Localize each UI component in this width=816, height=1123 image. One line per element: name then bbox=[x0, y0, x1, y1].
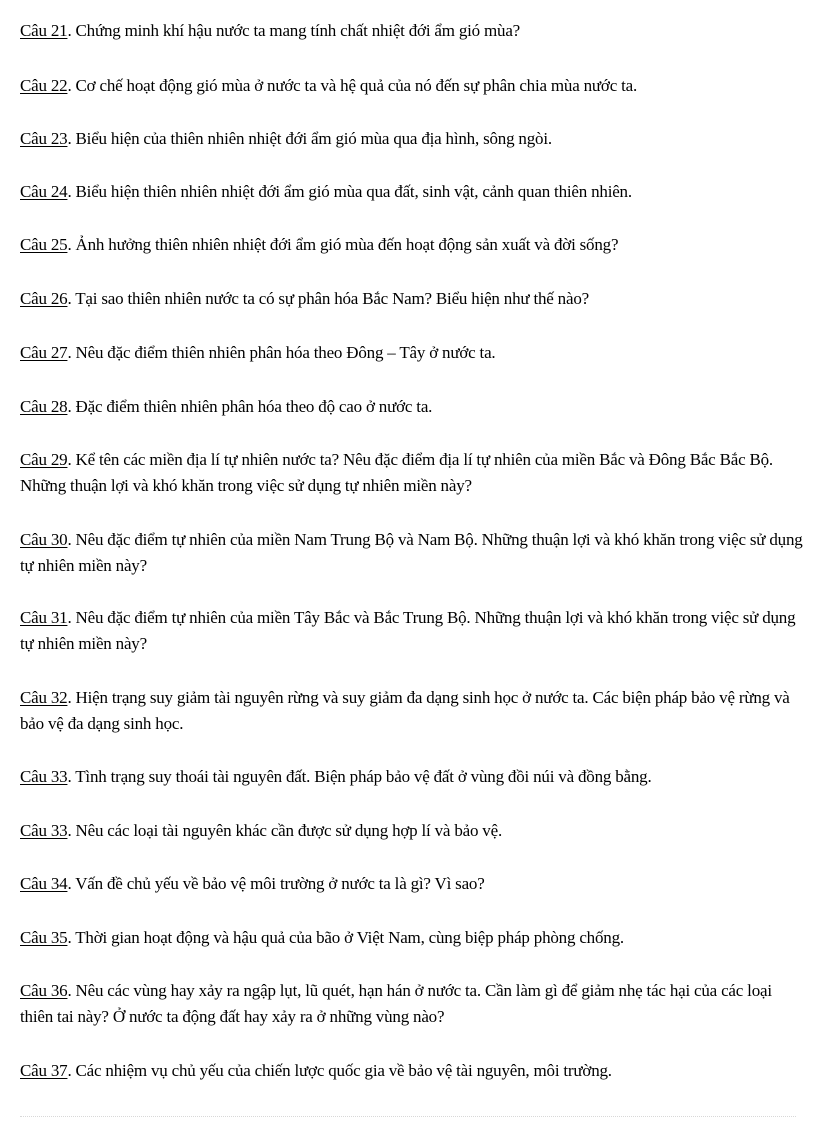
question-text: . Đặc điểm thiên nhiên phân hóa theo độ cao ở nước ta. bbox=[67, 397, 433, 416]
question-number: Câu 32 bbox=[20, 688, 68, 707]
question-33a bbox=[20, 764, 804, 790]
question-number: Câu 37 bbox=[20, 1061, 68, 1080]
question-24 bbox=[20, 179, 804, 205]
question-26 bbox=[20, 286, 804, 312]
question-text: . Biểu hiện của thiên nhiên nhiệt đới ẩm gió mùa qua địa hình, sông ngòi. bbox=[67, 129, 552, 148]
question-text: . Biểu hiện thiên nhiên nhiệt đới ẩm gió mùa qua đất, sinh vật, cảnh quan thiên nhiên. bbox=[67, 182, 632, 201]
question-30 bbox=[20, 527, 804, 579]
question-number: Câu 26 bbox=[20, 289, 68, 308]
question-text: . Cơ chế hoạt động gió mùa ở nước ta và hệ quả của nó đến sự phân chia mùa nước ta. bbox=[67, 76, 638, 95]
question-number: Câu 33 bbox=[20, 767, 68, 786]
question-number: Câu 34 bbox=[20, 874, 68, 893]
question-22 bbox=[20, 73, 804, 99]
question-number: Câu 33 bbox=[20, 821, 68, 840]
question-number: Câu 22 bbox=[20, 76, 68, 95]
question-34 bbox=[20, 871, 804, 897]
question-text: . Thời gian hoạt động và hậu quả của bão ở Việt Nam, cùng biệp pháp phòng chống. bbox=[67, 928, 624, 947]
question-number: Câu 23 bbox=[20, 129, 68, 148]
question-text: . Nêu đặc điểm tự nhiên của miền Tây Bắc và Bắc Trung Bộ. Những thuận lợi và khó khăn trong việc sử dụng tự nhiên miền này? bbox=[20, 608, 796, 653]
question-number: Câu 35 bbox=[20, 928, 68, 947]
question-number: Câu 28 bbox=[20, 397, 68, 416]
question-text: . Chứng minh khí hậu nước ta mang tính chất nhiệt đới ẩm gió mùa? bbox=[67, 21, 521, 40]
question-text: . Các nhiệm vụ chủ yếu của chiến lược quốc gia về bảo vệ tài nguyên, môi trường. bbox=[67, 1061, 612, 1080]
question-33b bbox=[20, 818, 804, 844]
page-bottom-rule bbox=[20, 1116, 796, 1117]
question-36 bbox=[20, 978, 804, 1030]
question-27 bbox=[20, 340, 804, 366]
question-text: . Tình trạng suy thoái tài nguyên đất. Biện pháp bảo vệ đất ở vùng đồi núi và đồng bằng. bbox=[67, 767, 652, 786]
question-28 bbox=[20, 394, 804, 420]
question-text: . Nêu các vùng hay xảy ra ngập lụt, lũ quét, hạn hán ở nước ta. Cần làm gì để giảm nhẹ tác hại của các loại thiên tai này? Ở nước ta động đất hay xảy ra ở những vùng nào? bbox=[20, 981, 772, 1026]
question-number: Câu 27 bbox=[20, 343, 68, 362]
question-text: . Ảnh hưởng thiên nhiên nhiệt đới ẩm gió mùa đến hoạt động sản xuất và đời sống? bbox=[67, 235, 619, 254]
question-number: Câu 31 bbox=[20, 608, 68, 627]
question-23 bbox=[20, 126, 804, 152]
question-31 bbox=[20, 605, 804, 657]
question-number: Câu 29 bbox=[20, 450, 68, 469]
question-text: . Hiện trạng suy giảm tài nguyên rừng và suy giảm đa dạng sinh học ở nước ta. Các biện pháp bảo vệ rừng và bảo vệ đa dạng sinh học. bbox=[20, 688, 790, 733]
question-number: Câu 30 bbox=[20, 530, 68, 549]
question-text: . Nêu các loại tài nguyên khác cần được sử dụng hợp lí và bảo vệ. bbox=[67, 821, 503, 840]
question-text: . Nêu đặc điểm tự nhiên của miền Nam Trung Bộ và Nam Bộ. Những thuận lợi và khó khăn trong việc sử dụng tự nhiên miền này? bbox=[20, 530, 803, 575]
question-number: Câu 21 bbox=[20, 21, 68, 40]
question-32 bbox=[20, 685, 804, 737]
question-number: Câu 25 bbox=[20, 235, 68, 254]
question-35 bbox=[20, 925, 804, 951]
question-29 bbox=[20, 447, 804, 499]
question-37 bbox=[20, 1058, 804, 1084]
question-number: Câu 36 bbox=[20, 981, 68, 1000]
question-text: . Tại sao thiên nhiên nước ta có sự phân hóa Bắc Nam? Biểu hiện như thế nào? bbox=[67, 289, 589, 308]
question-25 bbox=[20, 232, 804, 258]
question-21 bbox=[20, 18, 804, 44]
question-text: . Vấn đề chủ yếu về bảo vệ môi trường ở nước ta là gì? Vì sao? bbox=[67, 874, 485, 893]
question-number: Câu 24 bbox=[20, 182, 68, 201]
question-text: . Nêu đặc điểm thiên nhiên phân hóa theo Đông – Tây ở nước ta. bbox=[67, 343, 496, 362]
question-text: . Kể tên các miền địa lí tự nhiên nước ta? Nêu đặc điểm địa lí tự nhiên của miền Bắc và Đông Bắc Bắc Bộ. Những thuận lợi và khó khăn trong việc sử dụng tự nhiên miền này? bbox=[20, 450, 773, 495]
